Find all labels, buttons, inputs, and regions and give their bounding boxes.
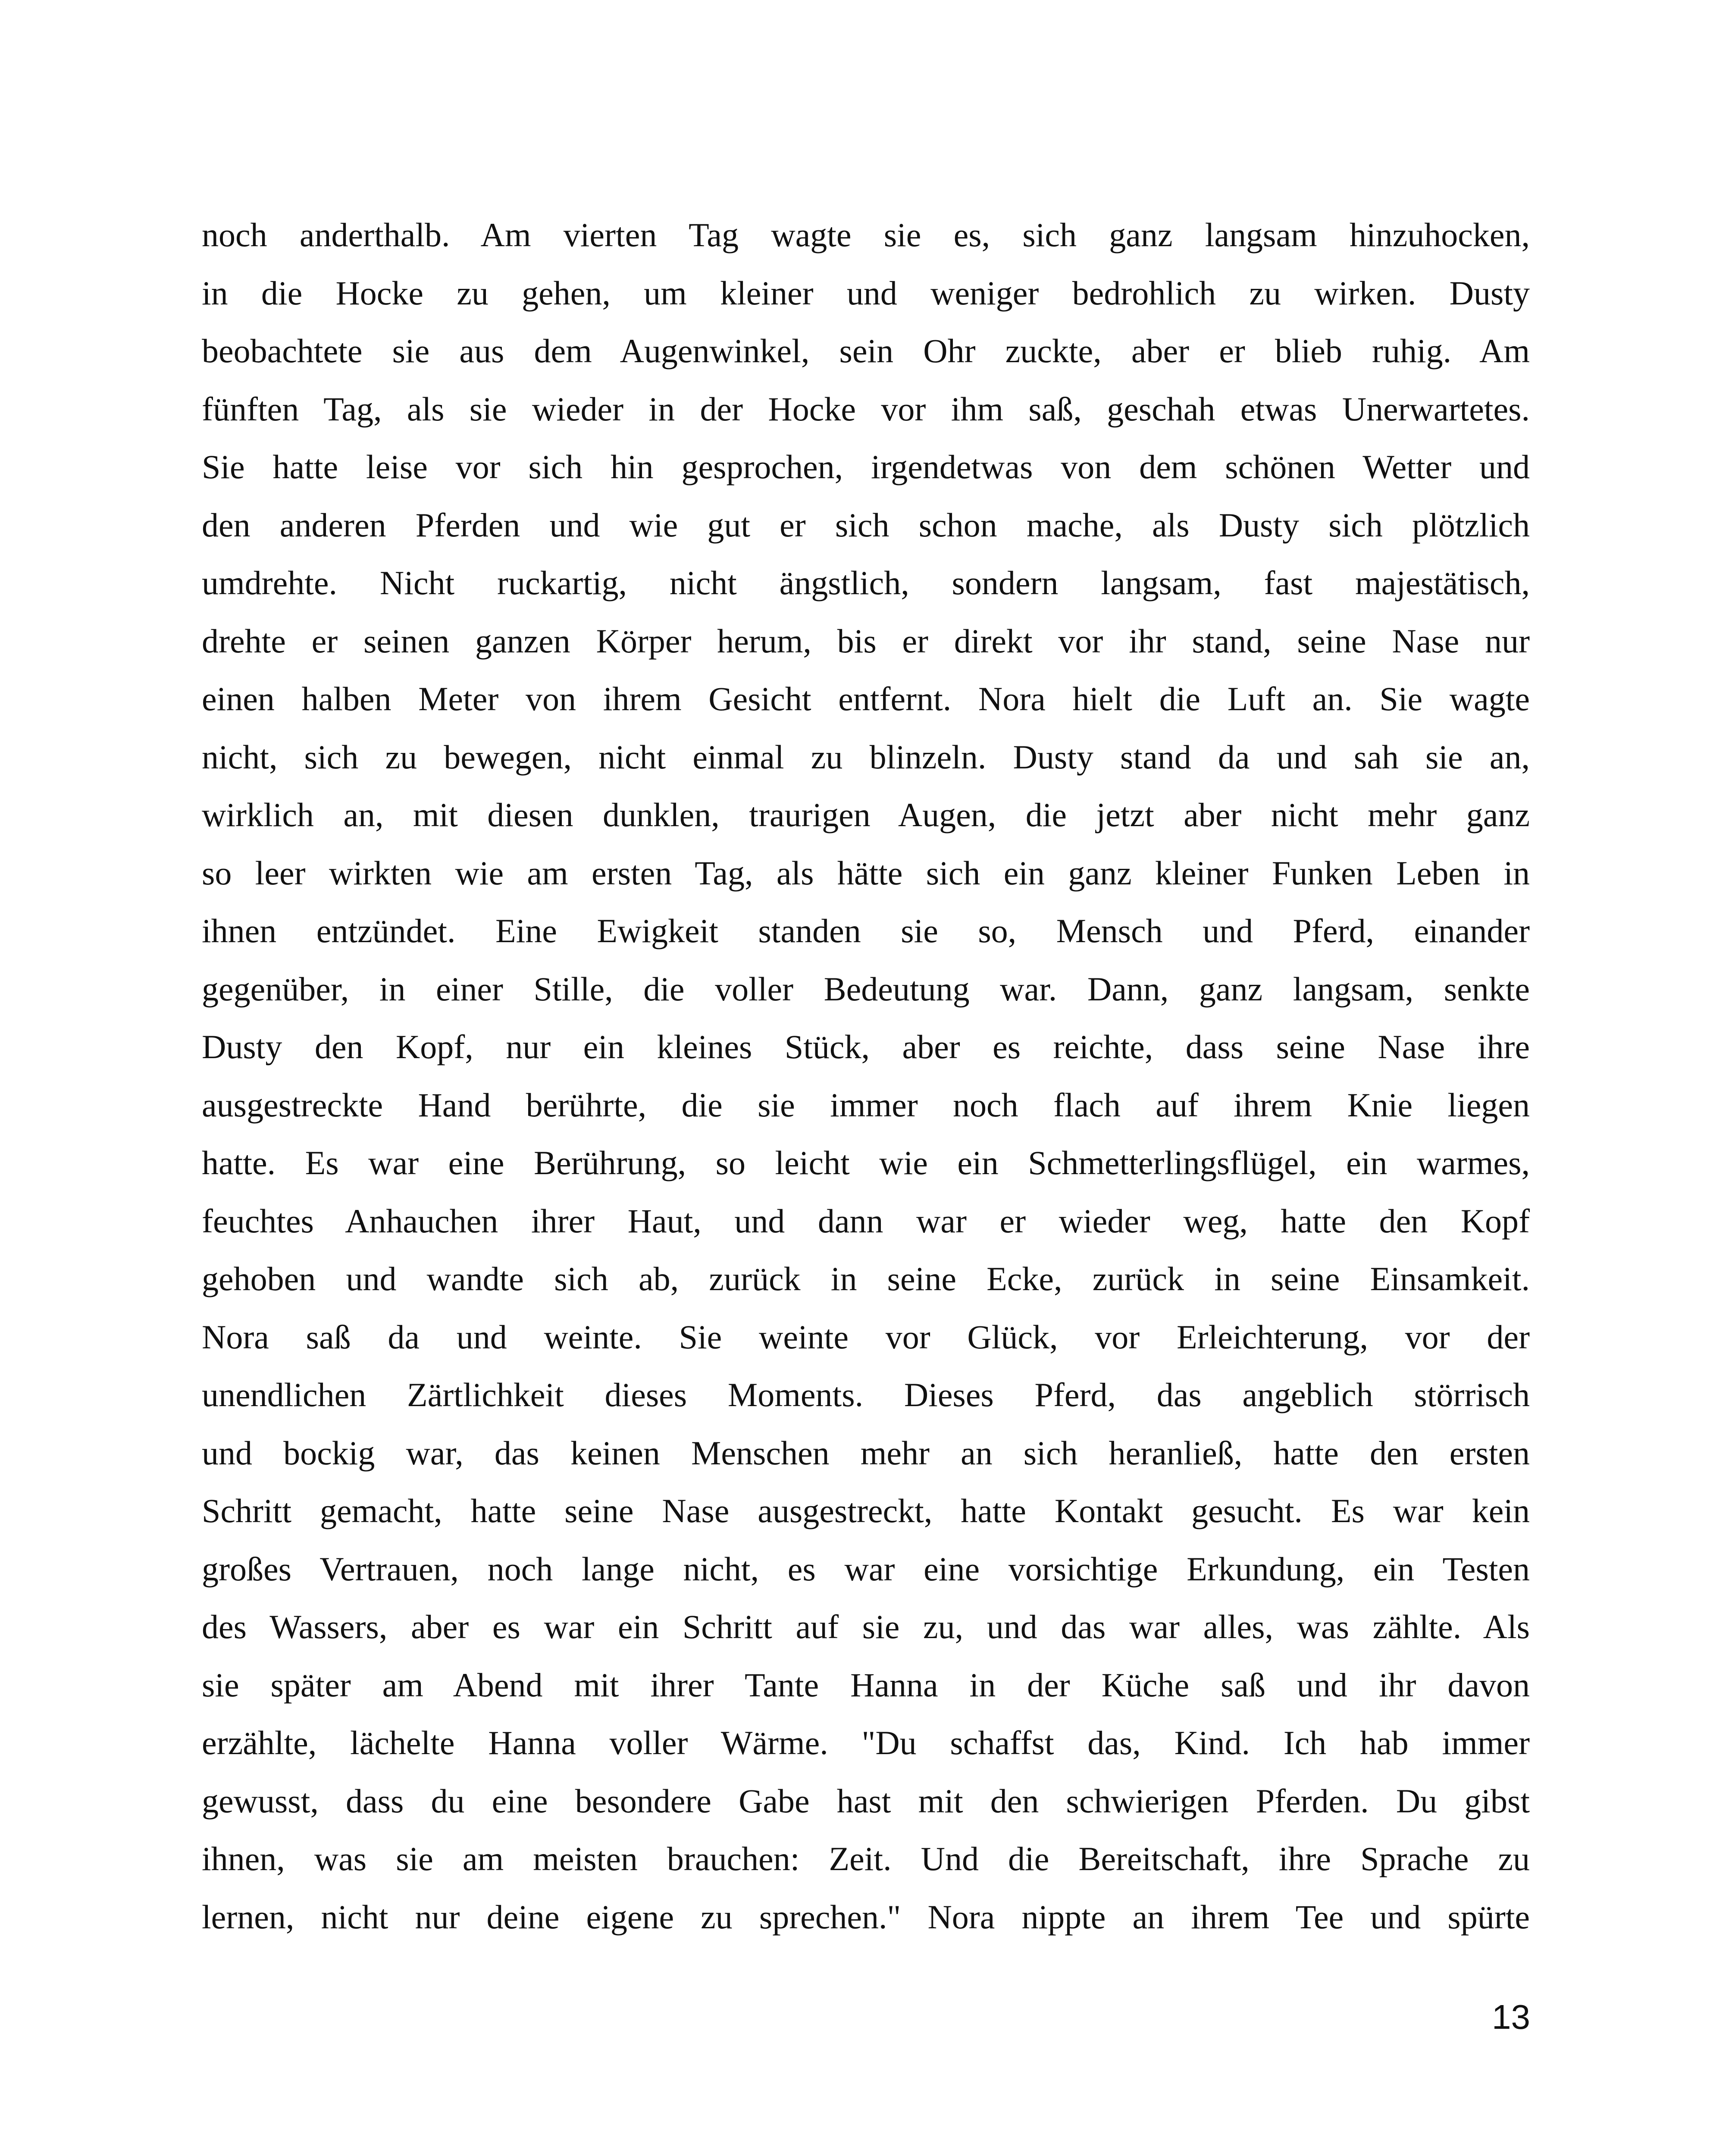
text-line: beobachtete sie aus dem Augenwinkel, sein Ohr zuckte, aber er blieb ruhig. Am xyxy=(202,332,1530,370)
text-line: drehte er seinen ganzen Körper herum, bis er direkt vor ihr stand, seine Nase nur xyxy=(202,622,1530,660)
page-number: 13 xyxy=(1492,1998,1530,2036)
text-line: gewusst, dass du eine besondere Gabe hast mit den schwierigen Pferden. Du gibst xyxy=(202,1782,1530,1820)
text-line: gehoben und wandte sich ab, zurück in seine Ecke, zurück in seine Einsamkeit. xyxy=(202,1260,1530,1297)
text-line: unendlichen Zärtlichkeit dieses Moments. Dieses Pferd, das angeblich störrisch xyxy=(202,1376,1530,1413)
text-line: und bockig war, das keinen Menschen mehr an sich heranließ, hatte den ersten xyxy=(202,1434,1530,1472)
text-line: ausgestreckte Hand berührte, die sie immer noch flach auf ihrem Knie liegen xyxy=(202,1086,1530,1124)
body-text xyxy=(202,206,1530,1946)
text-line: den anderen Pferden und wie gut er sich schon mache, als Dusty sich plötzlich xyxy=(202,506,1530,544)
text-line: in die Hocke zu gehen, um kleiner und weniger bedrohlich zu wirken. Dusty xyxy=(202,274,1530,312)
text-line: nicht, sich zu bewegen, nicht einmal zu blinzeln. Dusty stand da und sah sie an, xyxy=(202,738,1530,776)
text-line: einen halben Meter von ihrem Gesicht entfernt. Nora hielt die Luft an. Sie wagte xyxy=(202,680,1530,718)
text-line: gegenüber, in einer Stille, die voller Bedeutung war. Dann, ganz langsam, senkte xyxy=(202,970,1530,1008)
text-line: ihnen, was sie am meisten brauchen: Zeit. Und die Bereitschaft, ihre Sprache zu xyxy=(202,1840,1530,1877)
text-line: Dusty den Kopf, nur ein kleines Stück, aber es reichte, dass seine Nase ihre xyxy=(202,1028,1530,1065)
text-line: noch anderthalb. Am vierten Tag wagte sie es, sich ganz langsam hinzuhocken, xyxy=(202,216,1530,254)
text-line: umdrehte. Nicht ruckartig, nicht ängstlich, sondern langsam, fast majestätisch, xyxy=(202,564,1530,602)
text-line: Nora saß da und weinte. Sie weinte vor Glück, vor Erleichterung, vor der xyxy=(202,1318,1530,1356)
text-line: fünften Tag, als sie wieder in der Hocke vor ihm saß, geschah etwas Unerwartetes. xyxy=(202,390,1530,428)
text-line: großes Vertrauen, noch lange nicht, es war eine vorsichtige Erkundung, ein Testen xyxy=(202,1550,1530,1588)
text-line: sie später am Abend mit ihrer Tante Hanna in der Küche saß und ihr davon xyxy=(202,1666,1530,1704)
text-line: lernen, nicht nur deine eigene zu sprechen." Nora nippte an ihrem Tee und spürte xyxy=(202,1898,1530,1936)
text-line: so leer wirkten wie am ersten Tag, als hätte sich ein ganz kleiner Funken Leben in xyxy=(202,854,1530,892)
text-line: Sie hatte leise vor sich hin gesprochen, irgendetwas von dem schönen Wetter und xyxy=(202,448,1530,486)
text-line: feuchtes Anhauchen ihrer Haut, und dann war er wieder weg, hatte den Kopf xyxy=(202,1202,1530,1240)
text-line: des Wassers, aber es war ein Schritt auf sie zu, und das war alles, was zählte. Als xyxy=(202,1608,1530,1645)
text-line: erzählte, lächelte Hanna voller Wärme. "Du schaffst das, Kind. Ich hab immer xyxy=(202,1724,1530,1761)
text-line: hatte. Es war eine Berührung, so leicht wie ein Schmetterlingsflügel, ein warmes, xyxy=(202,1144,1530,1181)
text-line: Schritt gemacht, hatte seine Nase ausgestreckt, hatte Kontakt gesucht. Es war kein xyxy=(202,1492,1530,1529)
text-line: wirklich an, mit diesen dunklen, traurigen Augen, die jetzt aber nicht mehr ganz xyxy=(202,796,1530,834)
text-line: ihnen entzündet. Eine Ewigkeit standen sie so, Mensch und Pferd, einander xyxy=(202,912,1530,950)
